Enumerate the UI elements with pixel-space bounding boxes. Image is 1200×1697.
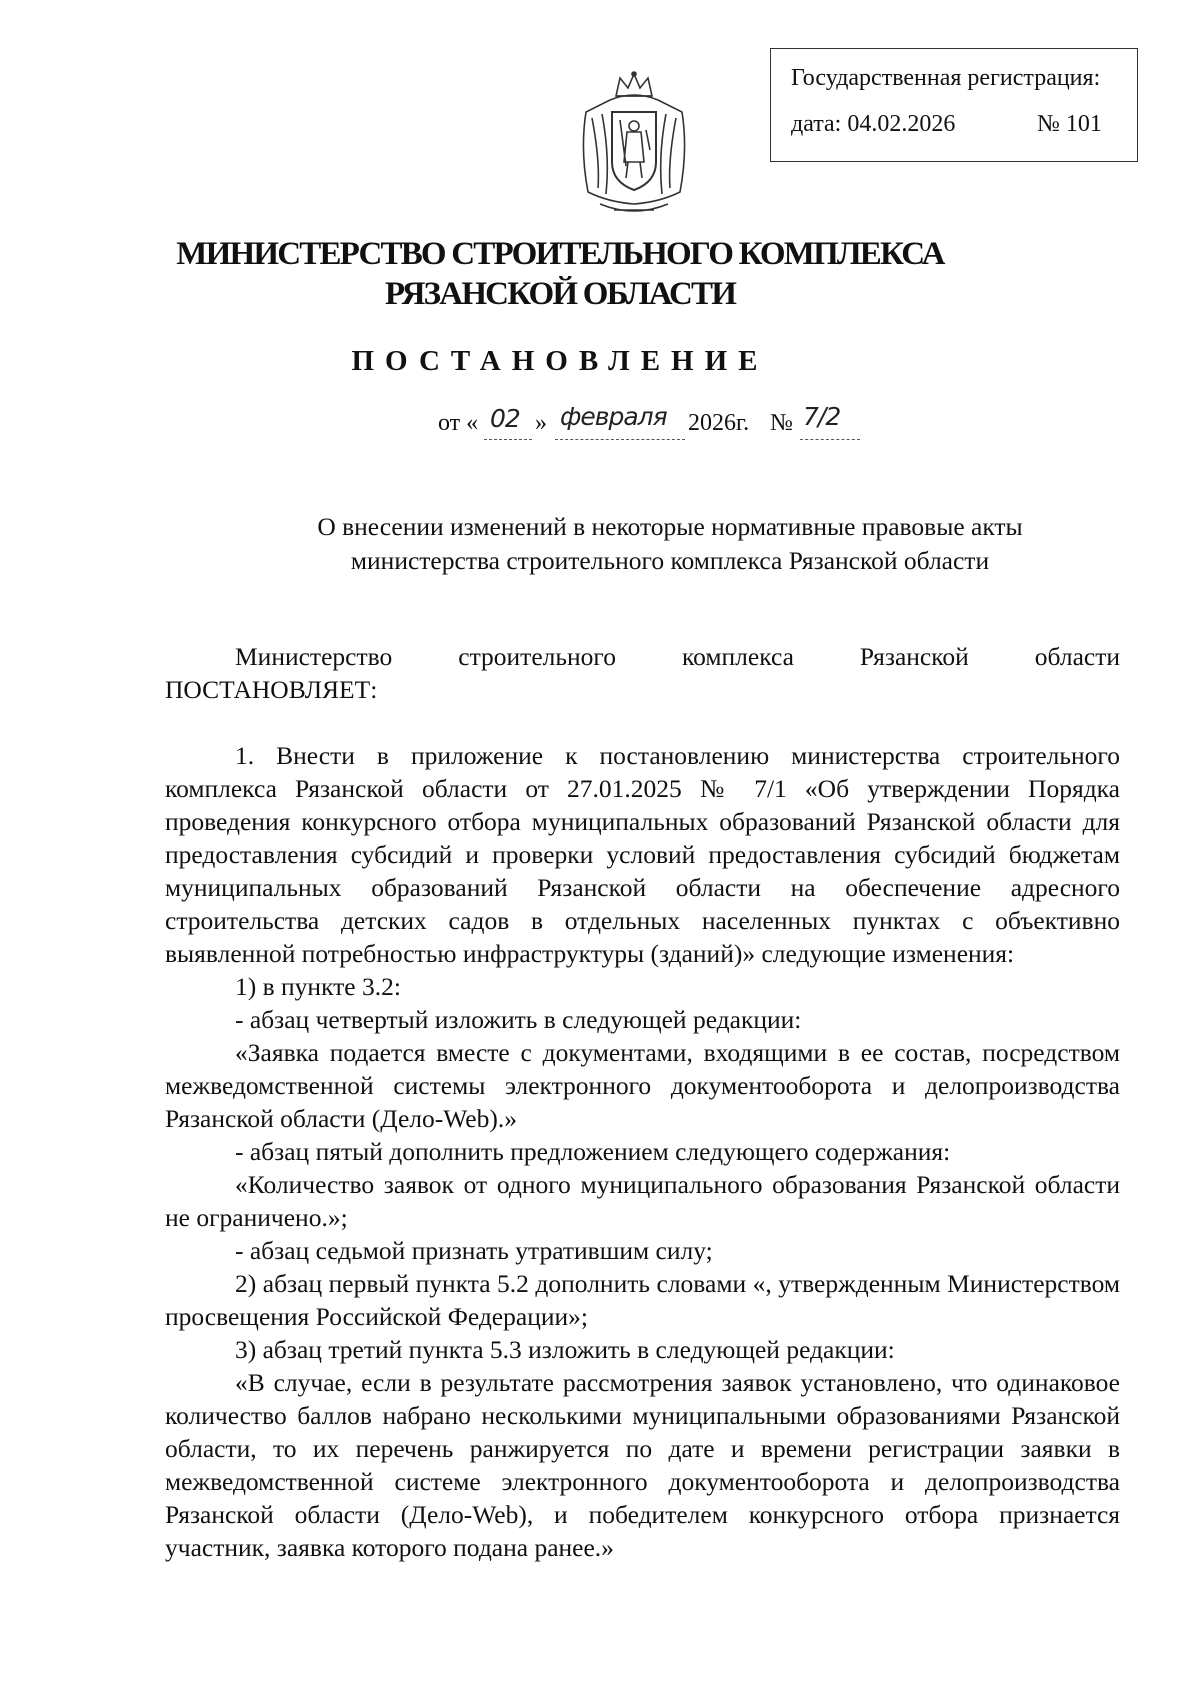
month-underline	[555, 438, 685, 440]
day-underline	[484, 438, 532, 440]
registration-stamp	[770, 48, 1138, 162]
paragraph-abzac-4: - абзац четвертый изложить в следующей редакции:	[235, 1005, 802, 1034]
registration-number: № 101	[1037, 111, 1102, 137]
paragraph-quote-ranking: «В случае, если в результате рассмотрения заявок установлено, что одинаковое количество баллов набрано несколькими муниципальными образованиями Рязанской области, то их перечень ранжируется по дате и времени регистрации заявки в межведомственной системе электронного документооборота и делопроизводства Рязанской области (Дело-Web), и победителем конкурсного отбора признается участник, заявка которого подана ранее.»	[165, 1368, 1120, 1562]
paragraph-quote-application: «Заявка подается вместе с документами, входящими в ее состав, посредством межведомственной системы электронного документооборота и делопроизводства Рязанской области (Дело-Web).»	[165, 1038, 1120, 1133]
paragraph-subitem-3: 3) абзац третий пункта 5.3 изложить в следующей редакции:	[235, 1335, 895, 1364]
ministry-name-line2: РЯЗАНСКОЙ ОБЛАСТИ	[384, 276, 736, 312]
paragraph-abzac-7: - абзац седьмой признать утратившим силу;	[235, 1236, 713, 1265]
ministry-name-line1: МИНИСТЕРСТВО СТРОИТЕЛЬНОГО КОМПЛЕКСА	[176, 236, 944, 272]
paragraph-subitem-1: 1) в пункте 3.2:	[235, 972, 401, 1001]
date-year: 2026г.	[688, 410, 750, 436]
subject-line1: О внесении изменений в некоторые нормативные правовые акты	[317, 512, 1023, 541]
handwritten-day: 02	[490, 404, 520, 433]
date-line	[438, 410, 478, 437]
number-underline	[800, 438, 860, 440]
paragraph-abzac-5: - абзац пятый дополнить предложением следующего содержания:	[235, 1137, 951, 1166]
date-from-label: от «	[438, 410, 479, 436]
paragraph-item-1: 1. Внести в приложение к постановлению министерства строительного комплекса Рязанской области от 27.01.2025 № 7/1 «Об утверждении Порядка проведения конкурсного отбора муниципальных образований Рязанской области для предоставления субсидий и проверки условий предоставления субсидий бюджетам муниципальных образований Рязанской области на обеспечение адресного строительства детских садов в отдельных населенных пунктах с объективно выявленной потребностью инфраструктуры (зданий)» следующие изменения:	[165, 741, 1120, 968]
registration-date-row	[791, 111, 1102, 138]
date-number-label: №	[770, 410, 793, 436]
paragraph-subitem-2: 2) абзац первый пункта 5.2 дополнить словами «, утвержденным Министерством просвещения Российской Федерации»;	[165, 1269, 1120, 1331]
handwritten-number: 7/2	[803, 402, 841, 431]
registration-date: дата: 04.02.2026	[791, 111, 956, 137]
subject-line2: министерства строительного комплекса Рязанской области	[350, 546, 990, 575]
document-subject	[240, 510, 1100, 578]
date-close-quote: »	[535, 410, 547, 436]
intro-decree-word: ПОСТАНОВЛЯЕТ:	[165, 675, 378, 704]
document-kind: ПОСТАНОВЛЕНИЕ	[351, 345, 769, 377]
intro-paragraph: Министерство строительного комплекса Рязанской области	[235, 642, 1120, 671]
document-body	[165, 640, 1120, 1564]
paragraph-quote-count: «Количество заявок от одного муниципального образования Рязанской области не ограничено.»;	[165, 1170, 1120, 1232]
registration-title: Государственная регистрация:	[791, 65, 1101, 91]
handwritten-month: февраля	[560, 402, 667, 431]
ryazan-coat-of-arms-icon	[570, 70, 698, 220]
